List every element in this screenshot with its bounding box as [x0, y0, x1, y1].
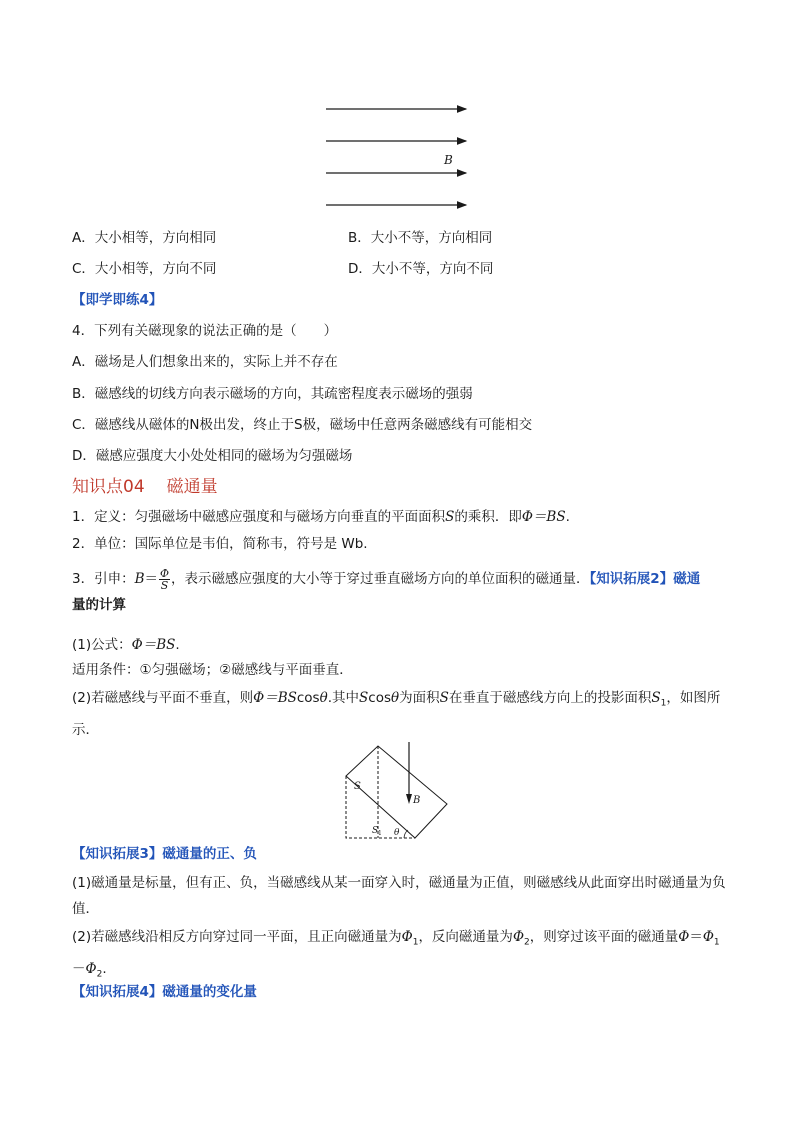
option-b: B．大小不等，方向相同: [348, 230, 493, 246]
option-d: D．大小不等，方向不同: [348, 261, 494, 277]
condition-line: 适用条件：①匀强磁场；②磁感线与平面垂直．: [72, 662, 353, 678]
inclined-plane: [346, 746, 447, 838]
derivation-paragraph: 3．引申：B＝ $\frac{\Phi}{S}$ ，表示磁感应强度的大小等于穿过垂直磁场方向的单位面积的磁通量．【知识拓展2】磁通 量的计算: [72, 566, 701, 613]
formula-line: (1)公式：Φ＝BS.: [72, 637, 180, 653]
ext3-tag: 【知识拓展3】磁通量的正、负: [72, 846, 257, 862]
exercise-option-a: A．磁场是人们想象出来的，实际上并不存在: [72, 354, 338, 370]
option-a: A．大小相等，方向相同: [72, 230, 217, 246]
field-arrow-head: [406, 794, 412, 804]
field-lines-figure: [320, 98, 480, 216]
section-title: 磁通量: [166, 477, 218, 497]
flux-projection-figure: [338, 742, 452, 842]
label-b: B: [413, 795, 421, 806]
exercise-option-d: D．磁感应强度大小处处相同的磁场为匀强磁场: [72, 448, 353, 464]
phi-over-s-fraction: $\frac{\Phi}{S}$: [160, 566, 170, 592]
label-s1: S: [372, 826, 379, 836]
exercise-option-b: B．磁感线的切线方向表示磁场的方向，其疏密程度表示磁场的强弱: [72, 386, 473, 402]
non-perpendicular-paragraph: (2)若磁感线与平面不垂直，则Φ＝BScosθ.其中Scosθ为面积S在垂直于磁感线方向上的投影面积$S_1$，如图所示．: [72, 690, 721, 738]
definition-line: 1．定义：匀强磁场中磁感应强度和与磁场方向垂直的平面面积S的乘积．即Φ＝BS.: [72, 509, 570, 525]
ext4-tag: 【知识拓展4】磁通量的变化量: [72, 984, 257, 1000]
ext3-paragraph-2: (2)若磁感线沿相反方向穿过同一平面，且正向磁通量为$\Phi_1$，反向磁通量为$\Phi_2$，则穿过该平面的磁通量$\Phi=\Phi_1-\Phi_2$.: [72, 929, 720, 980]
label-theta: θ: [394, 828, 400, 838]
ext3-paragraph-1: (1)磁通量是标量，但有正、负，当磁感线从某一面穿入时，磁通量为正值，则磁感线从此面穿出时磁通量为负值．: [72, 875, 726, 917]
section-number: 知识点04: [72, 477, 145, 497]
exercise-question: 4．下列有关磁现象的说法正确的是（ ）: [72, 323, 338, 339]
unit-line: 2．单位：国际单位是韦伯，简称韦，符号是 Wb.: [72, 536, 368, 552]
ext2-tag: 【知识拓展2】磁通: [589, 571, 701, 587]
option-c: C．大小相等，方向不同: [72, 261, 217, 277]
ext2-tag-cont: 量的计算: [72, 597, 126, 613]
label-s1-sub: 1: [378, 830, 382, 837]
section-heading: [72, 472, 218, 497]
field-label-b: B: [444, 153, 453, 167]
exercise-option-c: C．磁感线从磁体的N极出发，终止于S极，磁场中任意两条磁感线有可能相交: [72, 417, 533, 433]
exercise-tag: 【即学即练4】: [72, 292, 163, 308]
label-s: S: [354, 781, 361, 792]
